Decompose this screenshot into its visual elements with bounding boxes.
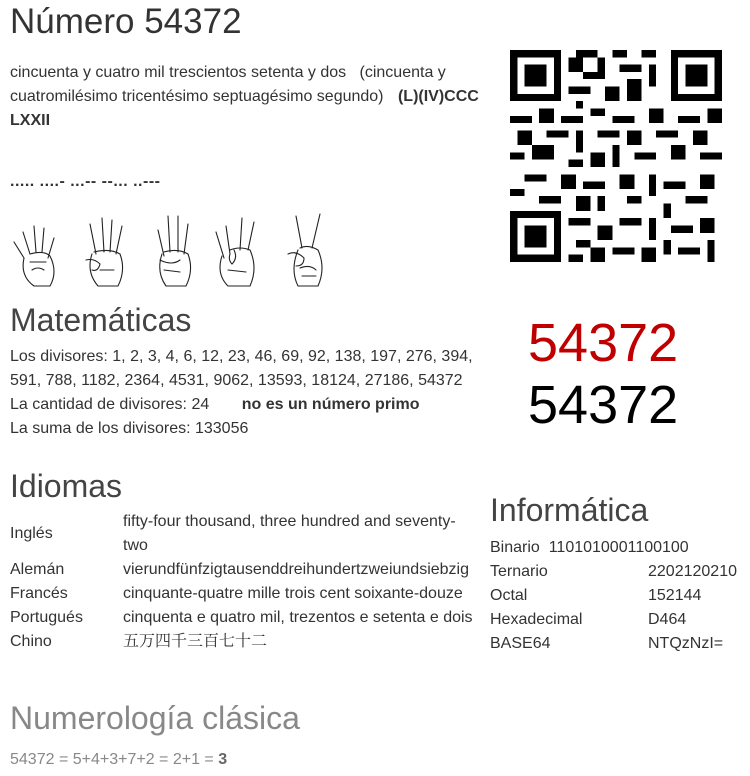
ternary-label: Ternario: [490, 563, 548, 580]
big-number-red: 54372: [528, 313, 679, 373]
lang-value: cinquenta e quatro mil, trezentos e setenta e dois: [123, 609, 473, 626]
big-number-black: 54372: [528, 375, 679, 435]
math-heading: Matemáticas: [10, 302, 192, 338]
divisor-sum-label: La suma de los divisores:: [10, 420, 191, 437]
lang-name: Alemán: [10, 561, 65, 578]
divisors-list: 1, 2, 3, 4, 6, 12, 23, 46, 69, 92, 138, 197, 276, 394, 591, 788, 1182, 2364, 4531, 9062, 13593, 18124, 27186, 54372: [10, 348, 473, 389]
numerology-heading: Numerología clásica: [10, 700, 300, 736]
divisors-label: Los divisores:: [10, 348, 108, 365]
table-row: [490, 632, 737, 656]
words-spanish: cincuenta y cuatro mil trescientos setenta y dos: [10, 64, 347, 81]
qr-code-icon: [510, 50, 722, 262]
lang-value: vierundfünfzigtausenddreihundertzweiundsiebzig: [123, 561, 470, 578]
ternary-value: 2202120210: [648, 563, 737, 580]
octal-value: 152144: [648, 587, 702, 604]
lang-name: Francés: [10, 585, 68, 602]
divisor-count-label: La cantidad de divisores:: [10, 396, 187, 413]
hand-three-icon: [158, 216, 191, 286]
lang-value: fifty-four thousand, three hundred and seventy-two: [123, 513, 456, 554]
numerology-result: 3: [218, 751, 228, 768]
lang-name: Chino: [10, 633, 52, 650]
roman-numeral: (L)(IV)CCC LXXII: [10, 88, 479, 129]
page-title: Número 54372: [10, 2, 242, 41]
hand-four-icon: [86, 218, 123, 286]
base64-value: NTQzNzI=: [648, 635, 724, 652]
hand-five-icon: [14, 226, 54, 286]
morse-code: ..... ....- ...-- --... ..---: [10, 173, 161, 190]
lang-value: cinquante-quatre mille trois cent soixante-douze: [123, 585, 463, 602]
computing-table: [490, 536, 737, 656]
numerology-equation: 54372 = 5+4+3+7+2 = 2+1 =: [10, 751, 219, 768]
prime-status: no es un número primo: [241, 396, 420, 413]
math-section: [10, 345, 480, 441]
hand-two-icon: [288, 214, 322, 286]
languages-table: [10, 510, 480, 654]
hex-value: D464: [648, 611, 687, 628]
numerology-equation-line: [10, 748, 227, 772]
computing-heading: Informática: [490, 492, 649, 528]
table-row: [10, 630, 480, 654]
base64-label: BASE64: [490, 635, 551, 652]
divisor-sum-line: [10, 417, 480, 441]
lang-name: Portugués: [10, 609, 83, 626]
binary-row: [490, 536, 737, 560]
table-row: [490, 584, 737, 608]
table-row: [490, 608, 737, 632]
binary-label: Binario: [490, 539, 540, 556]
table-row: [10, 510, 480, 558]
table-row: [490, 560, 737, 584]
lang-name: Inglés: [10, 525, 53, 542]
divisors-line: [10, 345, 480, 393]
sign-language-hands: [10, 210, 330, 290]
divisor-count-line: [10, 393, 480, 417]
hex-label: Hexadecimal: [490, 611, 583, 628]
ordinal-words: (cincuenta y cuatromilésimo tricentésimo septuagésimo segundo): [10, 64, 446, 105]
octal-label: Octal: [490, 587, 528, 604]
lang-value: 五万四千三百七十二: [123, 633, 268, 650]
table-row: [10, 606, 480, 630]
divisor-sum-value: 133056: [194, 420, 249, 437]
divisor-count-value: 24: [191, 396, 210, 413]
number-words: [10, 61, 480, 133]
table-row: [10, 558, 480, 582]
table-row: [10, 582, 480, 606]
hand-seven-icon: [216, 218, 254, 286]
table-row: [490, 536, 737, 560]
languages-heading: Idiomas: [10, 468, 123, 504]
binary-value: 1101010001100100: [548, 539, 689, 556]
